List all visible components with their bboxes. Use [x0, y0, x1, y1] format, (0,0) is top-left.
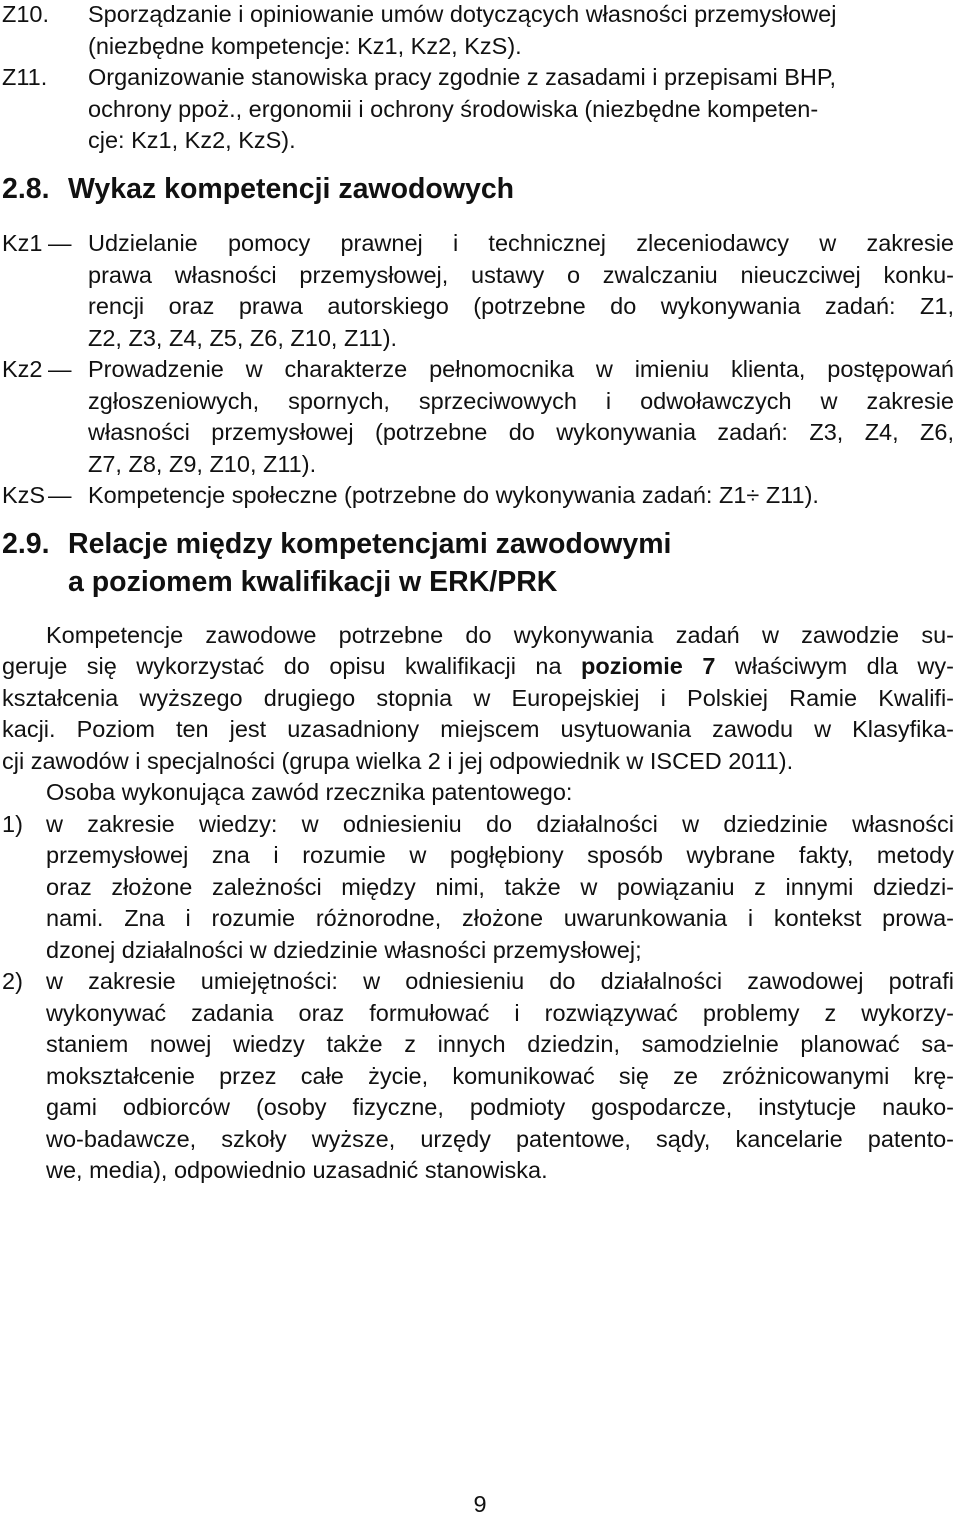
- paragraph-line: kacji. Poziom ten jest uzasadniony miejscem usytuowania zawodu w Klasyfika-: [2, 716, 954, 742]
- list-item-line: we, media), odpowiednio uzasadnić stanowiska.: [46, 1157, 548, 1183]
- section-title: a poziomem kwalifikacji w ERK/PRK: [68, 566, 558, 598]
- page-number: 9: [473, 1491, 487, 1517]
- em-dash: —: [48, 230, 72, 256]
- list-item-line: dzonej działalności w dziedzinie własności przemysłowej;: [46, 937, 642, 963]
- list-item-line: staniem nowej wiedzy także z innych dziedzin, samodzielnie planować sa-: [46, 1031, 954, 1057]
- competency-label: Kz1: [2, 230, 43, 256]
- list-item-line: wo-badawcze, szkoły wyższe, urzędy patentowe, sądy, kancelarie patento-: [46, 1126, 954, 1152]
- list-item-line: przemysłowej zna i rozumie w pogłębiony sposób wybrane fakty, metody: [46, 842, 954, 868]
- competency-text-line: prawa własności przemysłowej, ustawy o zwalczaniu nieuczciwej konku-: [88, 262, 954, 288]
- section-title: Wykaz kompetencji zawodowych: [68, 173, 515, 205]
- paragraph-line: cji zawodów i specjalności (grupa wielka 2 i jej odpowiednik w ISCED 2011).: [2, 748, 794, 774]
- level-emphasis: poziomie 7: [581, 653, 716, 679]
- list-marker: 1): [2, 811, 23, 837]
- competency-text-line: Z7, Z8, Z9, Z10, Z11).: [88, 451, 317, 477]
- competency-text-line: Udzielanie pomocy prawnej i technicznej zleceniodawcy w zakresie: [88, 230, 954, 256]
- paragraph-line: geruje się wykorzystać do opisu kwalifikacji na poziomie 7 właściwym dla wy-: [2, 653, 954, 679]
- em-dash: —: [48, 356, 72, 382]
- task-label: Z10.: [2, 1, 50, 27]
- competency-text-line: własności przemysłowej (potrzebne do wykonywania zadań: Z3, Z4, Z6,: [88, 419, 954, 445]
- paragraph-line: kształcenia wyższego drugiego stopnia w Europejskiej i Polskiej Ramie Kwalifi-: [2, 685, 954, 711]
- competency-label: Kz2: [2, 356, 43, 382]
- task-text-line: cje: Kz1, Kz2, KzS).: [88, 127, 296, 153]
- paragraph-line: Osoba wykonująca zawód rzecznika patentowego:: [46, 779, 573, 805]
- list-item-line: w zakresie wiedzy: w odniesieniu do działalności w dziedzinie własności: [46, 811, 954, 837]
- competency-text-line: Prowadzenie w charakterze pełnomocnika w imieniu klienta, postępowań: [88, 356, 954, 382]
- list-item-line: w zakresie umiejętności: w odniesieniu do działalności zawodowej potrafi: [46, 968, 954, 994]
- list-item-line: mokształcenie przez całe życie, komunikować się ze zróżnicowanymi krę-: [46, 1063, 954, 1089]
- list-marker: 2): [2, 968, 23, 994]
- competency-text-line: Kompetencje społeczne (potrzebne do wykonywania zadań: Z1÷ Z11).: [88, 482, 819, 508]
- competency-text-line: Z2, Z3, Z4, Z5, Z6, Z10, Z11).: [88, 325, 398, 351]
- task-text-line: Sporządzanie i opiniowanie umów dotyczących własności przemysłowej: [88, 1, 837, 27]
- section-number: 2.8.: [2, 173, 50, 205]
- section-number: 2.9.: [2, 528, 50, 560]
- competency-text-line: rencji oraz prawa autorskiego (potrzebne do wykonywania zadań: Z1,: [88, 293, 954, 319]
- list-item-line: wykonywać zadania oraz formułować i rozwiązywać problemy z wykorzy-: [46, 1000, 954, 1026]
- task-text-line: ochrony ppoż., ergonomii i ochrony środowiska (niezbędne kompeten-: [88, 96, 819, 122]
- em-dash: —: [48, 482, 72, 508]
- task-label: Z11.: [2, 64, 48, 90]
- list-item-line: gami odbiorców (osoby fizyczne, podmioty gospodarcze, instytucje nauko-: [46, 1094, 954, 1120]
- paragraph-line: Kompetencje zawodowe potrzebne do wykonywania zadań w zawodzie su-: [46, 622, 954, 648]
- competency-label: KzS: [2, 482, 46, 508]
- section-title: Relacje między kompetencjami zawodowymi: [68, 528, 672, 560]
- list-item-line: oraz złożone zależności między nimi, także w powiązaniu z innymi dziedzi-: [46, 874, 954, 900]
- task-text-line: Organizowanie stanowiska pracy zgodnie z zasadami i przepisami BHP,: [88, 64, 837, 90]
- list-item-line: nami. Zna i rozumie różnorodne, złożone uwarunkowania i kontekst prowa-: [46, 905, 954, 931]
- task-text-line: (niezbędne kompetencje: Kz1, Kz2, KzS).: [88, 33, 522, 59]
- competency-text-line: zgłoszeniowych, spornych, sprzeciwowych i odwoławczych w zakresie: [88, 388, 954, 414]
